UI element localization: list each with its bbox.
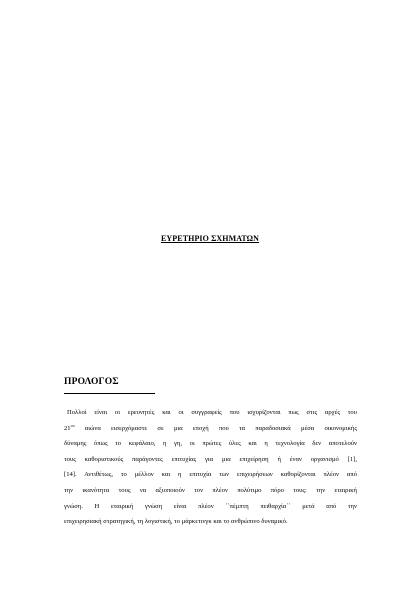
paragraph-line: [14]. Αντιθέτως, το μέλλον και η επιτυχία των επιχειρήσεων καθορίζονται πλέον από bbox=[64, 471, 357, 479]
ordinal-superscript: ου bbox=[70, 422, 75, 428]
heading-underline-rule bbox=[64, 393, 155, 394]
prologue-paragraph bbox=[64, 405, 357, 530]
paragraph-line: δύναμης όπως το κεφάλαιο, η γη, οι πρώτες ύλες και η τεχνολογία δεν αποτελούν bbox=[64, 440, 357, 448]
prologue-heading: ΠΡΟΛΟΓΟΣ bbox=[64, 377, 119, 387]
figures-index-heading: ΕΥΡΕΤΗΡΙΟ ΣΧΗΜΑΤΩΝ bbox=[160, 234, 260, 243]
paragraph-line: γνώση. Η εταιρική γνώση είναι πλέον ΄΄πέμπτη πειθαρχία΄΄ μετά από την bbox=[64, 502, 357, 510]
century-number: 21 bbox=[64, 424, 71, 432]
paragraph-line bbox=[64, 421, 357, 437]
paragraph-line-text: αιώνα εισερχόμαστε σε μια εποχή που τα παραδοσιακά μέσα οικονομικής bbox=[74, 424, 357, 432]
paragraph-line: επιχειρησιακή στρατηγική, τη λογιστική, το μάρκετινγκ και το ανθρώπινο δυναμικό. bbox=[64, 518, 288, 526]
paragraph-line: τους καθοριστικούς παράγοντες επιτυχίας για μια επιχείρηση ή έναν οργανισμό [1], bbox=[64, 455, 357, 463]
paragraph-line: την ικανότητα τους να αξιοποιούν τον πλέον πολύτιμο πόρο τους: την εταιρική bbox=[64, 486, 357, 494]
paragraph-line: Πολλοί είναι οι ερευνητές και οι συγγραφείς που ισχυρίζονται πως στις αρχές του bbox=[67, 409, 357, 416]
